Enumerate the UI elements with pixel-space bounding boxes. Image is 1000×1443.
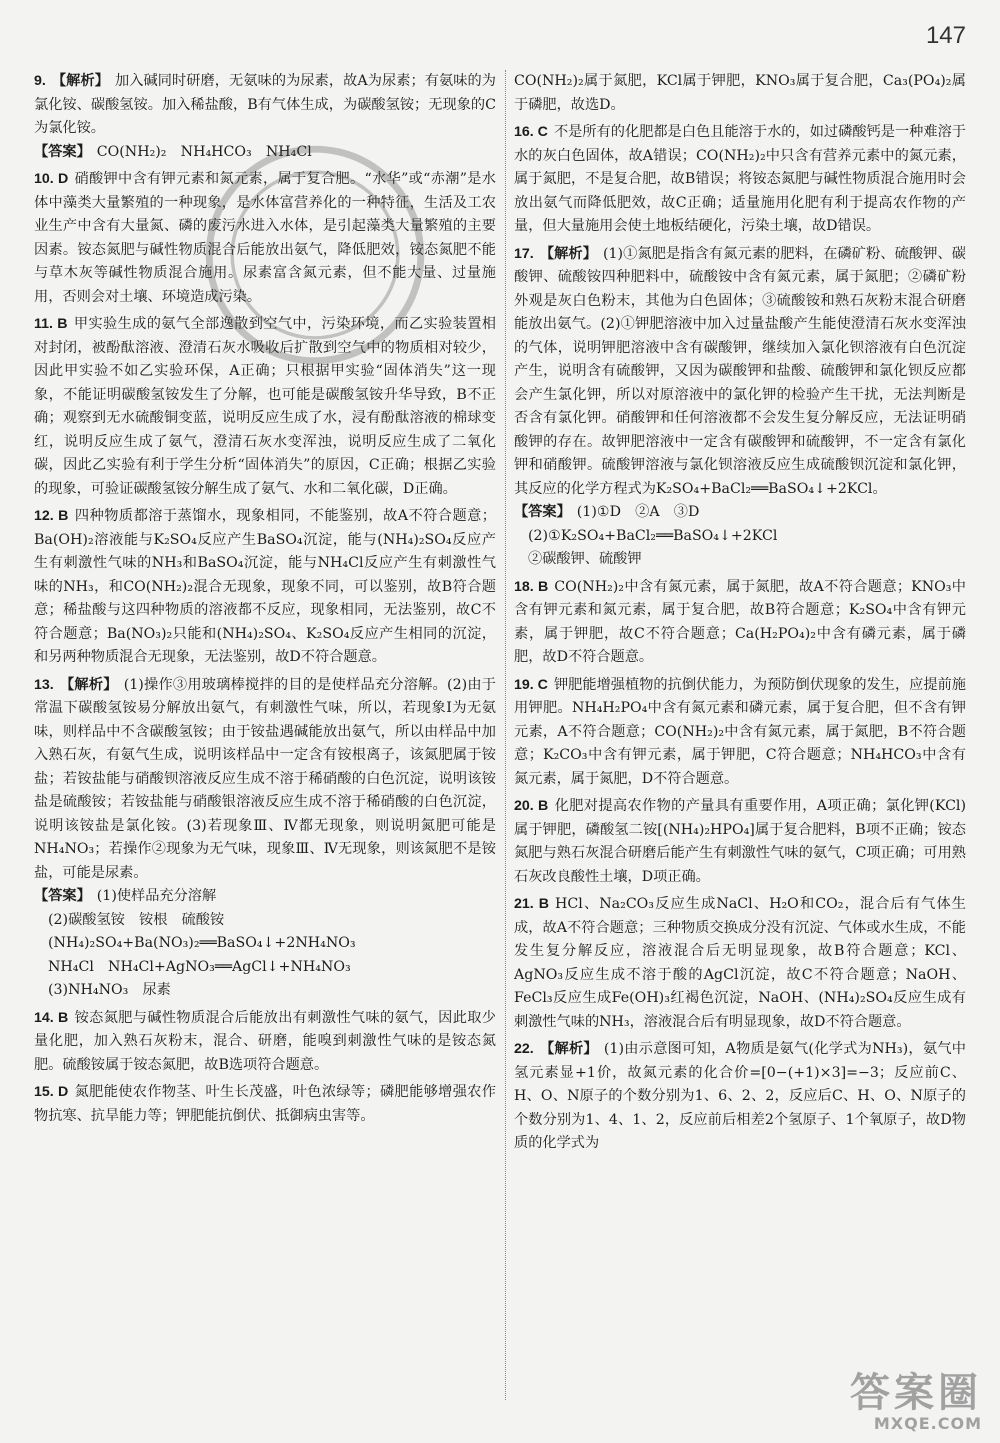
item-number: 15. D	[34, 1084, 69, 1100]
answer-line: (1)①D ②A ③D	[576, 504, 700, 520]
item-text: 钾肥能增强植物的抗倒伏能力，为预防倒伏现象的发生，应提前施用钾肥。NH₄H₂PO₄中含有氮元素和磷元素，属于复合肥，但不含有钾元素，A不符合题意；CO(NH₂)₂中含有氮元素，属于氮肥，B不符合题意；K₂CO₃中含有钾元素，属于钾肥，C符合题意；NH₄HCO₃中含有氮元素，属于氮肥，D不符合题意。	[514, 676, 966, 787]
answer-item	[34, 674, 496, 1003]
answer-line: (NH₄)₂SO₄+Ba(NO₃)₂══BaSO₄↓+2NH₄NO₃	[48, 935, 356, 951]
item-text: 四种物质都溶于蒸馏水，现象相同，不能鉴别，故A不符合题意；Ba(OH)₂溶液能与K₂SO₄反应产生BaSO₄沉淀，能与(NH₄)₂SO₄反应产生有刺激性气味的NH₃和BaSO₄沉淀，能与NH₄Cl反应产生有刺激性气味的NH₃，和CO(NH₂)₂混合无现象，现象不同，可以鉴别，故B符合题意；稀盐酸与这四种物质的溶液都不反应，现象相同，无法鉴别，故C不符合题意；Ba(NO₃)₂只能和(NH₄)₂SO₄、K₂SO₄反应产生相同的沉淀，和另两种物质混合无现象，无法鉴别，故D不符合题意。	[34, 508, 496, 665]
item-number: 10. D	[34, 171, 69, 187]
answer-tag: 【答案】	[34, 143, 91, 160]
answer-line: (1)使样品充分溶解	[96, 888, 217, 904]
item-number: 9.	[34, 73, 46, 89]
answer-item	[514, 576, 966, 670]
item-text: 化肥对提高农作物的产量具有重要作用，A项正确；氯化钾(KCl)属于钾肥，磷酸氢二铵[(NH₄)₂HPO₄]属于复合肥料，B项不正确；铵态氮肥与熟石灰混合研磨后能产生有刺激性气味的氨气，C项正确；可用熟石灰改良酸性土壤，D项正确。	[514, 798, 966, 885]
answer-line: ②碳酸钾、硫酸钾	[528, 551, 642, 567]
item-number: 16. C	[514, 124, 548, 140]
item-number: 12. B	[34, 508, 69, 524]
item-paragraph	[514, 893, 966, 1034]
answer-block	[514, 501, 966, 525]
column-divider	[505, 70, 506, 1400]
answer-item	[514, 70, 966, 117]
item-number: 13.	[34, 676, 54, 693]
item-paragraph	[514, 121, 966, 239]
answer-tag: 【答案】	[34, 888, 91, 904]
item-number: 17.	[514, 245, 534, 262]
analysis-tag: 【解析】	[59, 676, 118, 693]
item-paragraph	[514, 70, 966, 117]
answer-item	[514, 121, 966, 239]
analysis-tag: 【解析】	[539, 245, 597, 262]
watermark-logo-sub: MXQE.COM	[873, 1414, 982, 1433]
item-number: 18. B	[514, 578, 549, 595]
item-paragraph	[514, 243, 966, 502]
answer-line: NH₄Cl NH₄Cl+AgNO₃══AgCl↓+NH₄NO₃	[48, 958, 351, 975]
item-paragraph	[34, 1007, 496, 1078]
item-number: 20. B	[514, 798, 549, 814]
item-paragraph	[514, 674, 966, 792]
answer-line: (2)碳酸氢铵 铵根 硫酸铵	[48, 911, 225, 928]
item-paragraph	[34, 674, 496, 886]
answer-item	[514, 243, 966, 572]
answer-item	[514, 795, 966, 889]
item-text: 加入碱同时研磨，无氨味的为尿素，故A为尿素；有氨味的为氯化铵、碳酸氢铵。加入稀盐酸，B有气体生成，为碳酸氢铵；无现象的C为氯化铵。	[34, 73, 496, 136]
analysis-tag: 【解析】	[539, 1041, 598, 1057]
item-text: 氮肥能使农作物茎、叶生长茂盛，叶色浓绿等；磷肥能够增强农作物抗寒、抗旱能力等；钾肥能抗倒伏、抵御病虫害等。	[34, 1084, 496, 1124]
item-text: (1)由示意图可知，A物质是氨气(化学式为NH₃)，氨气中氢元素显+1价，故氮元素的化合价=[0−(+1)×3]=−3；反应前C、H、O、N原子的个数分别为1、6、2、2，反应后C、H、O、N原子的个数分别为1、4、1、2，反应前后相差2个氢原子、1个氧原子，故D物质的化学式为	[514, 1041, 966, 1151]
watermark-logo	[792, 1371, 982, 1435]
item-number: 19. C	[514, 676, 548, 693]
item-text: (1)①氮肥是指含有氮元素的肥料，在磷矿粉、硫酸钾、碳酸钾、硫酸铵四种肥料中，硫酸铵中含有氮元素，属于氮肥；②磷矿粉外观是灰白色粉末，其他为白色固体；③硫酸铵和熟石灰粉末混合研磨能放出氨气。(2)①钾肥溶液中加入过量盐酸产生能使澄清石灰水变浑浊的气体，说明钾肥溶液中含有碳酸钾，继续加入氯化钡溶液有白色沉淀产生，说明含有硫酸钾，又因为碳酸钾和盐酸、硫酸钾和氯化钡反应都会产生氯化钾，所以对原溶液中的氯化钾的检验产生干扰，无法判断是否含有氯化钾。硝酸钾和任何溶液都不会发生复分解反应，无法证明硝酸钾的存在。故钾肥溶液中一定含有碳酸钾和硫酸钾，不一定含有氯化钾和硝酸钾。硫酸钾溶液与氯化钡溶液反应生成硫酸钡沉淀和氯化钾，其反应的化学方程式为K₂SO₄+BaCl₂══BaSO₄↓+2KCl。	[514, 245, 966, 497]
answer-item	[34, 1081, 496, 1128]
item-number: 11. B	[34, 316, 68, 332]
answer-tag: 【答案】	[514, 504, 571, 520]
right-column	[514, 70, 966, 1160]
item-text: HCl、Na₂CO₃反应生成NaCl、H₂O和CO₂，混合后有气体生成，故A不符合题意；三种物质交换成分没有沉淀、气体或水生成，不能发生复分解反应，溶液混合后无明显现象，故B符合题意；KCl、AgNO₃反应生成不溶于酸的AgCl沉淀，故C不符合题意；NaOH、FeCl₃反应生成Fe(OH)₃红褐色沉淀，NaOH、(NH₄)₂SO₄反应生成有刺激性气味的NH₃，溶液混合后有明显现象，故D不符合题意。	[514, 896, 966, 1030]
item-paragraph	[34, 505, 496, 670]
item-paragraph	[514, 795, 966, 889]
item-text: (1)操作③用玻璃棒搅拌的目的是使样品充分溶解。(2)由于常温下碳酸氢铵易分解放出氨气，有刺激性气味，所以，若现象Ⅰ为无氨味，则样品中不含碳酸氢铵；由于铵盐遇碱能放出氨气，所以由样品中加入熟石灰，有氨气生成，说明该样品中一定含有铵根离子，该氮肥属于铵盐；若铵盐能与硝酸钡溶液反应生成不溶于稀硝酸的白色沉淀，说明该铵盐是硫酸铵；若铵盐能与硝酸银溶液反应生成不溶于稀硝酸的白色沉淀，说明该铵盐是氯化铵。(3)若现象Ⅲ、Ⅳ都无现象，则说明氮肥可能是NH₄NO₃；若操作②现象为无气味，现象Ⅲ、Ⅳ无现象，则该氮肥不是铵盐，可能是尿素。	[34, 676, 496, 881]
answer-item	[514, 1038, 966, 1156]
answer-item	[514, 893, 966, 1034]
item-text: 铵态氮肥与碱性物质混合后能放出有刺激性气味的氨气，因此取少量化肥，加入熟石灰粉末，混合、研磨，能嗅到刺激性气味的是铵态氮肥。硫酸铵属于铵态氮肥，故B选项符合题意。	[34, 1009, 496, 1073]
watermark-logo-text: 答案圈	[850, 1370, 982, 1416]
item-text: CO(NH₂)₂中含有氮元素，属于氮肥，故A不符合题意；KNO₃中含有钾元素和氮元素，属于复合肥，故B符合题意；K₂SO₄中含有钾元素，属于钾肥，故C不符合题意；Ca(H₂PO₄)₂中含有磷元素，属于磷肥，故D不符合题意。	[514, 578, 966, 665]
page-number: 147	[925, 22, 966, 49]
item-number: 14. B	[34, 1009, 69, 1026]
answer-line: (3)NH₄NO₃ 尿素	[48, 982, 171, 998]
analysis-tag: 【解析】	[51, 73, 109, 89]
answer-item	[34, 1007, 496, 1078]
answer-block	[34, 885, 496, 909]
answer-line: (2)①K₂SO₄+BaCl₂══BaSO₄↓+2KCl	[528, 527, 778, 544]
item-paragraph	[34, 1081, 496, 1128]
item-text: 甲实验生成的氨气全部逸散到空气中，污染环境，而乙实验装置相对封闭，被酚酞溶液、澄清石灰水吸收后扩散到空气中的物质相对较少，因此甲实验不如乙实验环保，A正确；只根据甲实验“固体消失”这一现象，不能证明碳酸氢铵发生了分解，也可能是碳酸氢铵升华导致，B不正确；观察到无水硫酸铜变蓝，说明反应生成了水，浸有酚酞溶液的棉球变红，说明反应生成了氨气，澄清石灰水变浑浊，说明反应生成了二氧化碳，因此乙实验有利于学生分析“固体消失”的原因，C正确；根据乙实验的现象，可验证碳酸氢铵分解生成了氨气、水和二氧化碳，D正确。	[34, 316, 496, 497]
answer-line: CO(NH₂)₂ NH₄HCO₃ NH₄Cl	[96, 143, 312, 160]
item-text: 不是所有的化肥都是白色且能溶于水的，如过磷酸钙是一种难溶于水的灰白色固体，故A错误；CO(NH₂)₂中只含有营养元素中的氮元素，属于氮肥，不是复合肥，故B错误；将铵态氮肥与碱性物质混合施用时会放出氨气而降低肥效，故C正确；适量施用化肥有利于提高农作物的产量，但大量施用会使土地板结硬化，污染土壤，故D错误。	[514, 124, 966, 234]
item-text: CO(NH₂)₂属于氮肥，KCl属于钾肥，KNO₃属于复合肥，Ca₃(PO₄)₂属于磷肥，故选D。	[514, 73, 966, 113]
answer-item	[34, 505, 496, 670]
item-paragraph	[34, 70, 496, 141]
item-text: 硝酸钾中含有钾元素和氮元素，属于复合肥。“水华”或“赤潮”是水体中藻类大量繁殖的一种现象，是水体富营养化的一种特征，生活及工农业生产中含有大量氮、磷的废污水进入水体，是引起藻类大量繁殖的主要因素。铵态氮肥与碱性物质混合后能放出氨气，降低肥效，铵态氮肥不能与草木灰等碱性物质混合施用。尿素富含氮元素，但不能大量、过量施用，否则会对土壤、环境造成污染。	[34, 171, 496, 305]
item-paragraph	[514, 1038, 966, 1156]
item-number: 22.	[514, 1041, 534, 1057]
answer-item	[514, 674, 966, 792]
item-number: 21. B	[514, 896, 550, 912]
item-paragraph	[514, 576, 966, 670]
